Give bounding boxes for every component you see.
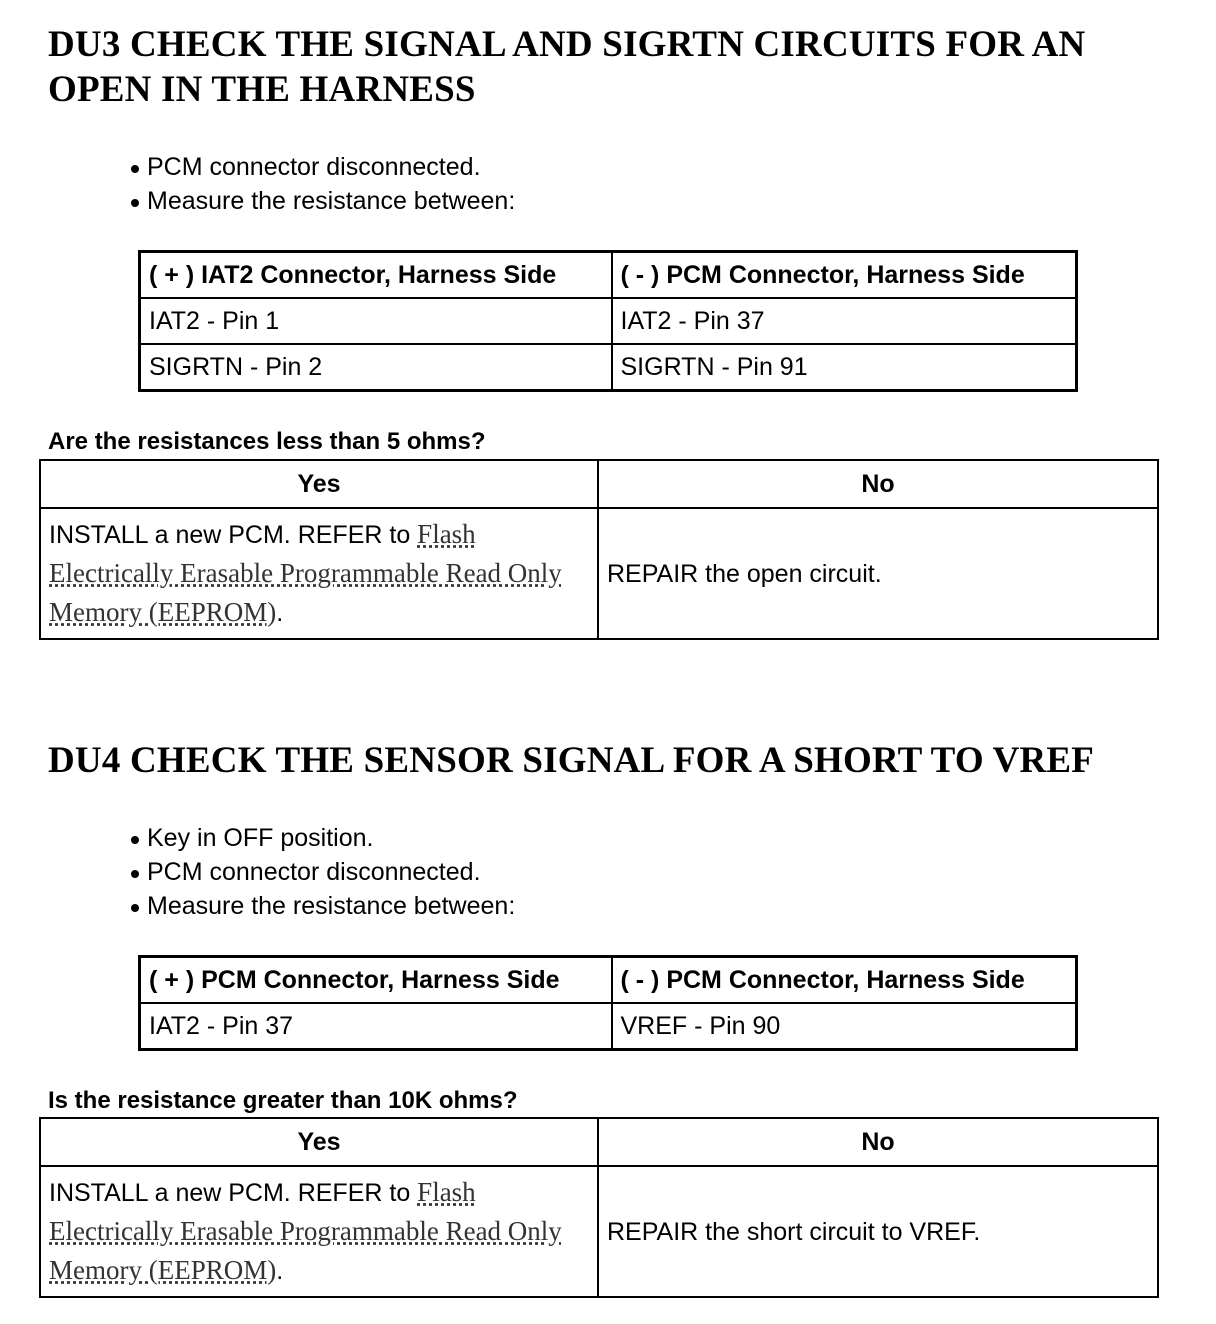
du3-bullet-list [130, 150, 515, 218]
du4-question: Is the resistance greater than 10K ohms? [48, 1087, 518, 1114]
du3-measurement-table [138, 250, 1078, 392]
bullet-text: PCM connector disconnected. [147, 153, 481, 181]
table-header-row [40, 460, 1158, 508]
du3-question: Are the resistances less than 5 ohms? [48, 428, 486, 455]
yes-action-suffix: . [276, 1257, 284, 1285]
list-item [130, 150, 515, 184]
list-item [130, 889, 515, 923]
yes-action-text: INSTALL a new PCM. REFER to [49, 521, 418, 549]
no-header: No [598, 1118, 1158, 1166]
table-cell: SIGRTN - Pin 91 [612, 344, 1077, 391]
table-header-row [140, 252, 1077, 299]
column-header: ( + ) IAT2 Connector, Harness Side [140, 252, 612, 299]
column-header: ( - ) PCM Connector, Harness Side [612, 957, 1077, 1004]
yes-action-text: INSTALL a new PCM. REFER to [49, 1179, 418, 1207]
bullet-text: Measure the resistance between: [147, 892, 516, 920]
yes-header: Yes [40, 460, 598, 508]
table-cell: SIGRTN - Pin 2 [140, 344, 612, 391]
table-row [140, 344, 1077, 391]
yes-header: Yes [40, 1118, 598, 1166]
bullet-icon [131, 870, 139, 878]
du4-bullet-list [130, 821, 515, 923]
table-row [140, 1003, 1077, 1050]
du3-title: DU3 CHECK THE SIGNAL AND SIGRTN CIRCUITS FOR AN OPEN IN THE HARNESS [48, 24, 1086, 110]
list-item [130, 855, 515, 889]
yes-action-cell [40, 1166, 598, 1297]
bullet-icon [131, 836, 139, 844]
list-item [130, 821, 515, 855]
table-header-row [40, 1118, 1158, 1166]
eeprom-link[interactable]: Flash Electrically Erasable Programmable Read Only Memory (EEPROM) [49, 519, 562, 627]
table-cell: IAT2 - Pin 1 [140, 298, 612, 344]
table-cell: IAT2 - Pin 37 [140, 1003, 612, 1050]
table-row [40, 508, 1158, 639]
yes-action-cell [40, 508, 598, 639]
eeprom-link[interactable]: Flash Electrically Erasable Programmable Read Only Memory (EEPROM) [49, 1177, 562, 1285]
du3-decision-table [39, 459, 1159, 640]
bullet-icon [131, 199, 139, 207]
no-action-cell: REPAIR the open circuit. [598, 508, 1158, 639]
no-header: No [598, 460, 1158, 508]
table-cell: VREF - Pin 90 [612, 1003, 1077, 1050]
bullet-text: Key in OFF position. [147, 824, 374, 852]
yes-action-suffix: . [276, 599, 284, 627]
table-header-row [140, 957, 1077, 1004]
column-header: ( + ) PCM Connector, Harness Side [140, 957, 612, 1004]
table-cell: IAT2 - Pin 37 [612, 298, 1077, 344]
du4-decision-table [39, 1117, 1159, 1298]
du4-title: DU4 CHECK THE SENSOR SIGNAL FOR A SHORT TO VREF [48, 740, 1095, 781]
bullet-icon [131, 904, 139, 912]
bullet-text: PCM connector disconnected. [147, 858, 481, 886]
column-header: ( - ) PCM Connector, Harness Side [612, 252, 1077, 299]
table-row [40, 1166, 1158, 1297]
bullet-text: Measure the resistance between: [147, 187, 516, 215]
du4-measurement-table [138, 955, 1078, 1051]
list-item [130, 184, 515, 218]
no-action-cell: REPAIR the short circuit to VREF. [598, 1166, 1158, 1297]
table-row [140, 298, 1077, 344]
bullet-icon [131, 165, 139, 173]
